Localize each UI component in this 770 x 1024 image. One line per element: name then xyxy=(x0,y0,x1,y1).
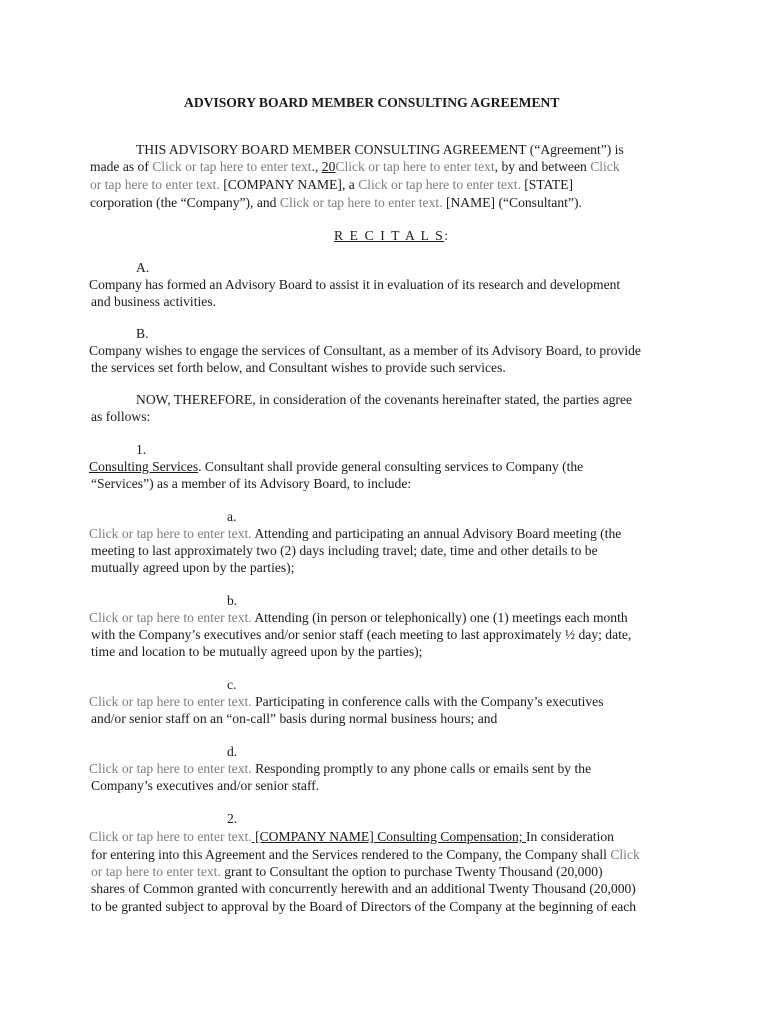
recital-a-marker: A. xyxy=(136,260,150,275)
party-placeholder-field-cont[interactable]: or tap here to enter text. xyxy=(90,177,220,192)
recital-a-line-2: and business activities. xyxy=(91,294,216,309)
now-therefore-line-1: NOW, THEREFORE, in consideration of the covenants hereinafter stated, the parties agree xyxy=(136,392,633,407)
item-a-marker: a. xyxy=(227,509,237,524)
year-placeholder-field[interactable]: Click or tap here to enter text xyxy=(335,159,495,174)
item-a-line-2: meeting to last approximately two (2) days including travel; date, time and other details to be xyxy=(91,543,598,558)
item-c-marker: c. xyxy=(227,677,237,692)
recitals-heading: R E C I T A L S: xyxy=(334,228,449,243)
date-placeholder-field[interactable]: Click or tap here to enter text xyxy=(152,159,312,174)
document-title: ADVISORY BOARD MEMBER CONSULTING AGREEMENT xyxy=(184,95,560,110)
section-2-heading: [COMPANY NAME] Consulting Compensation; xyxy=(251,829,526,844)
item-a-line-1: Click or tap here to enter text. Attending and participating an annual Advisory Board meeting (the xyxy=(89,526,622,541)
intro-line-4: corporation (the “Company”), and Click or tap here to enter text. [NAME] (“Consultant”). xyxy=(90,195,582,210)
section-1-line-1: Consulting Services. Consultant shall provide general consulting services to Company (the xyxy=(89,459,584,474)
item-c-line-2: and/or senior staff on an “on-call” basis during normal business hours; and xyxy=(91,711,498,726)
item-b-placeholder-field[interactable]: Click or tap here to enter text. xyxy=(89,610,252,625)
intro-line-1: THIS ADVISORY BOARD MEMBER CONSULTING AGREEMENT (“Agreement”) is xyxy=(136,142,624,157)
recital-b-line-2: the services set forth below, and Consultant wishes to provide such services. xyxy=(91,360,506,375)
item-b-line-2: with the Company’s executives and/or senior staff (each meeting to last approximately ½ day; date, xyxy=(91,627,632,642)
recital-a-line-1: Company has formed an Advisory Board to assist it in evaluation of its research and development xyxy=(89,277,621,292)
item-b-marker: b. xyxy=(227,593,238,608)
party-placeholder-field[interactable]: Click xyxy=(590,159,620,174)
section-1-marker: 1. xyxy=(136,442,147,457)
item-a-placeholder-field[interactable]: Click or tap here to enter text. xyxy=(89,526,252,541)
section-1-heading: Consulting Services xyxy=(89,459,199,474)
recital-b-line-1: Company wishes to engage the services of Consultant, as a member of its Advisory Board, to provide xyxy=(89,343,641,358)
section-2-line-2: for entering into this Agreement and the Services rendered to the Company, the Company shall Click xyxy=(91,847,640,862)
section-2-line-1: Click or tap here to enter text. [COMPANY NAME] Consulting Compensation; In consideration xyxy=(89,829,614,844)
section-1-line-2: “Services”) as a member of its Advisory Board, to include: xyxy=(91,476,412,491)
section-2-marker: 2. xyxy=(227,811,238,826)
now-therefore-line-2: as follows: xyxy=(91,409,151,424)
item-b-line-1: Click or tap here to enter text. Attending (in person or telephonically) one (1) meetings each month xyxy=(89,610,628,625)
item-b-line-3: time and location to be mutually agreed upon by the parties); xyxy=(91,644,423,659)
section-2-grant-placeholder-cont[interactable]: or tap here to enter text. xyxy=(91,864,221,879)
item-a-line-3: mutually agreed upon by the parties); xyxy=(91,560,295,575)
section-2-grant-placeholder-field[interactable]: Click xyxy=(610,847,640,862)
item-d-marker: d. xyxy=(227,744,238,759)
section-2-line-3: or tap here to enter text. grant to Consultant the option to purchase Twenty Thousand (20,000) xyxy=(91,864,603,879)
state-placeholder-field[interactable]: Click or tap here to enter text. xyxy=(358,177,521,192)
intro-line-2: made as of Click or tap here to enter text., 20Click or tap here to enter text, by and between Click xyxy=(90,159,620,174)
item-d-line-2: Company’s executives and/or senior staff. xyxy=(91,778,320,793)
section-2-placeholder-field[interactable]: Click or tap here to enter text. xyxy=(89,829,252,844)
section-2-line-5: to be granted subject to approval by the Board of Directors of the Company at the beginning of each xyxy=(91,899,637,914)
recital-b-marker: B. xyxy=(136,326,149,341)
item-c-placeholder-field[interactable]: Click or tap here to enter text. xyxy=(89,694,252,709)
item-c-line-1: Click or tap here to enter text. Participating in conference calls with the Company’s executives xyxy=(89,694,604,709)
intro-line-3: or tap here to enter text. [COMPANY NAME], a Click or tap here to enter text. [STATE] xyxy=(90,177,574,192)
item-d-placeholder-field[interactable]: Click or tap here to enter text. xyxy=(89,761,252,776)
consultant-placeholder-field[interactable]: Click or tap here to enter text. xyxy=(279,195,443,210)
section-2-line-4: shares of Common granted with concurrently herewith and an additional Twenty Thousand (20,000) xyxy=(91,881,636,896)
item-d-line-1: Click or tap here to enter text. Responding promptly to any phone calls or emails sent by the xyxy=(89,761,592,776)
